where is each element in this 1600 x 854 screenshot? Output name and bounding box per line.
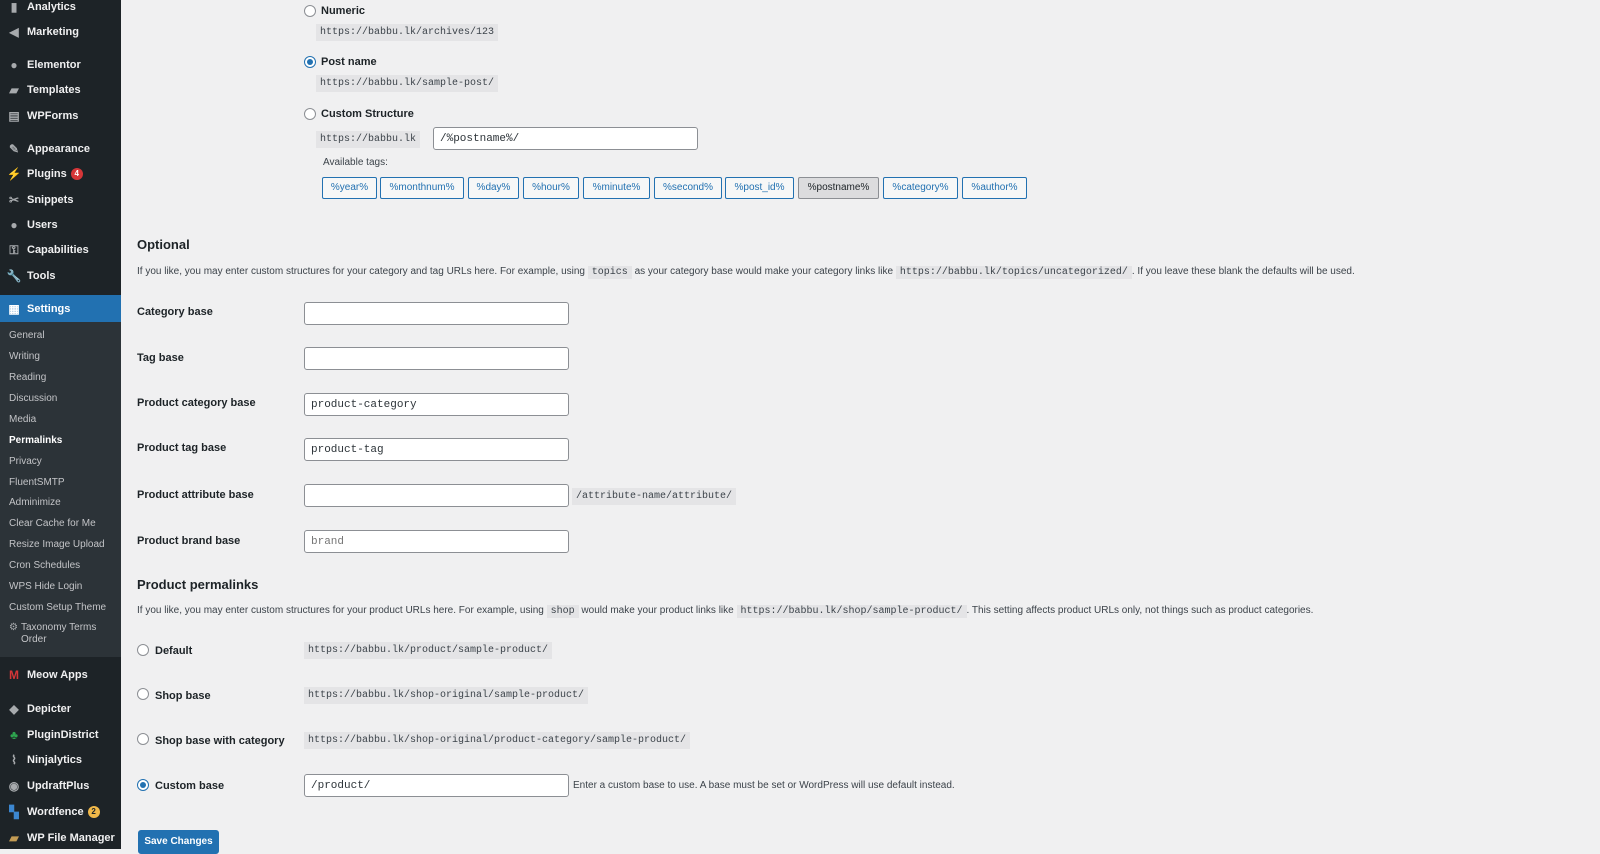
submenu-reading[interactable]: Reading: [9, 372, 47, 383]
product-category-base-label: Product category base: [137, 397, 256, 409]
menu-wpforms[interactable]: [0, 103, 121, 129]
product-attribute-base-label: Product attribute base: [137, 489, 254, 501]
shop-base-label: Shop base: [155, 690, 211, 702]
menu-analytics[interactable]: [0, 0, 121, 20]
default-example: https://babbu.lk/product/sample-product/: [304, 642, 552, 659]
custom-base-input[interactable]: [304, 774, 569, 797]
menu-label: UpdraftPlus: [27, 780, 90, 792]
shop-base-category-label: Shop base with category: [155, 735, 285, 747]
custom-structure-radio[interactable]: [304, 108, 316, 120]
submenu-general[interactable]: General: [9, 330, 45, 341]
submenu-cron-schedules[interactable]: Cron Schedules: [9, 560, 81, 571]
menu-wp-file-manager[interactable]: [0, 825, 121, 849]
submenu-media[interactable]: Media: [9, 414, 37, 425]
menu-label: Tools: [27, 270, 56, 282]
menu-elementor[interactable]: [0, 52, 121, 78]
scissors-icon: ✂: [8, 193, 20, 207]
shop-base-example: https://babbu.lk/shop-original/sample-product/: [304, 687, 588, 704]
gear-icon: ⚙: [9, 622, 18, 633]
default-radio[interactable]: [137, 644, 149, 656]
product-attribute-base-input[interactable]: [304, 484, 569, 507]
submenu-discussion[interactable]: Discussion: [9, 393, 58, 404]
menu-users[interactable]: [0, 212, 121, 238]
category-base-label: Category base: [137, 306, 213, 318]
user-icon: ●: [10, 218, 18, 232]
menu-label: WP File Manager: [27, 832, 115, 844]
custom-base-help: Enter a custom base to use. A base must be set or WordPress will use default instead.: [573, 780, 955, 791]
menu-meow-apps[interactable]: [0, 662, 121, 688]
tag-year-button[interactable]: %year%: [322, 177, 377, 199]
desc-text: . If you leave these blank the defaults will be used.: [1131, 266, 1355, 277]
tag-author-button[interactable]: %author%: [962, 177, 1027, 199]
menu-wordfence[interactable]: [0, 799, 121, 825]
desc-code: shop: [547, 605, 579, 618]
desc-text: as your category base would make your category links like: [634, 266, 894, 277]
menu-capabilities[interactable]: [0, 237, 121, 263]
tag-monthnum-button[interactable]: %monthnum%: [380, 177, 464, 199]
optional-heading: Optional: [137, 237, 190, 252]
menu-label: Depicter: [27, 703, 72, 715]
menu-plugins[interactable]: [0, 161, 121, 187]
menu-label: Users: [27, 219, 58, 231]
bar-chart-icon: ▮: [10, 0, 18, 14]
plug-icon: ⚡: [6, 167, 22, 181]
category-base-input[interactable]: [304, 302, 569, 325]
post-name-label: Post name: [321, 56, 377, 68]
desc-code: https://babbu.lk/topics/uncategorized/: [896, 266, 1132, 279]
menu-label: Marketing: [27, 26, 79, 38]
menu-label: Plugins: [27, 168, 67, 180]
custom-structure-prefix: https://babbu.lk: [316, 131, 420, 148]
menu-label: Snippets: [27, 194, 74, 206]
wrench-icon: 🔧: [6, 269, 22, 283]
submenu-adminimize[interactable]: Adminimize: [9, 497, 61, 508]
menu-label: PluginDistrict: [27, 729, 99, 741]
product-brand-base-input[interactable]: [304, 530, 569, 553]
tag-postname-button[interactable]: %postname%: [798, 177, 879, 199]
tree-icon: ♣: [10, 728, 18, 742]
tag-hour-button[interactable]: %hour%: [523, 177, 579, 199]
product-category-base-input[interactable]: [304, 393, 569, 416]
meow-icon: M: [9, 668, 19, 682]
menu-label: Analytics: [27, 1, 76, 13]
megaphone-icon: ◀: [9, 25, 19, 39]
settings-submenu: [0, 322, 121, 657]
menu-plugindistrict[interactable]: [0, 722, 121, 748]
numeric-label: Numeric: [321, 5, 366, 17]
product-brand-base-label: Product brand base: [137, 535, 241, 547]
submenu-writing[interactable]: Writing: [9, 351, 40, 362]
updraft-icon: ◉: [8, 779, 20, 793]
depicter-icon: ◆: [9, 702, 19, 716]
custom-base-label: Custom base: [155, 780, 225, 792]
submenu-custom-setup-theme[interactable]: Custom Setup Theme: [9, 602, 107, 613]
menu-label: Elementor: [27, 59, 81, 71]
numeric-example: https://babbu.lk/archives/123: [316, 24, 498, 41]
product-permalinks-description: [137, 603, 1313, 620]
custom-base-radio[interactable]: [137, 779, 149, 791]
save-changes-button[interactable]: Save Changes: [138, 830, 219, 854]
product-tag-base-label: Product tag base: [137, 442, 227, 454]
folder-icon: ▰: [9, 83, 19, 97]
desc-code: topics: [588, 266, 632, 279]
elementor-icon: ●: [10, 58, 18, 72]
submenu-fluentsmtp[interactable]: FluentSMTP: [9, 477, 65, 488]
submenu-permalinks[interactable]: Permalinks: [9, 435, 63, 446]
wordfence-icon: ▚: [9, 805, 19, 819]
admin-sidebar: [0, 0, 121, 849]
file-manager-icon: ▰: [9, 831, 19, 845]
graph-icon: ⌇: [11, 753, 17, 767]
desc-text: If you like, you may enter custom structures for your product URLs here. For example, using: [137, 605, 544, 616]
key-icon: ⚿: [9, 242, 19, 257]
tag-category-button[interactable]: %category%: [883, 177, 958, 199]
tag-day-button[interactable]: %day%: [468, 177, 519, 199]
attribute-base-suffix: /attribute-name/attribute/: [572, 488, 736, 505]
submenu-clear-cache[interactable]: Clear Cache for Me: [9, 518, 96, 529]
settings-icon: ▦: [8, 301, 20, 316]
forms-icon: ▤: [8, 109, 20, 123]
desc-text: If you like, you may enter custom structures for your category and tag URLs here. For example, using: [137, 266, 585, 277]
menu-label: Capabilities: [27, 244, 89, 256]
menu-label: Meow Apps: [27, 669, 88, 681]
plugins-update-badge: 4: [71, 168, 83, 180]
menu-templates[interactable]: [0, 77, 121, 103]
menu-label: WPForms: [27, 110, 79, 122]
menu-updraftplus[interactable]: [0, 773, 121, 799]
tag-second-button[interactable]: %second%: [654, 177, 722, 199]
permalink-settings-content: [121, 0, 1600, 849]
shop-base-category-radio[interactable]: [137, 733, 149, 745]
menu-settings[interactable]: [0, 295, 121, 322]
menu-label: Appearance: [27, 143, 90, 155]
desc-code: https://babbu.lk/shop/sample-product/: [737, 605, 967, 618]
menu-depicter[interactable]: [0, 696, 121, 722]
menu-appearance[interactable]: [0, 136, 121, 162]
menu-marketing[interactable]: [0, 19, 121, 45]
desc-text: . This setting affects product URLs only, not things such as product categories.: [966, 605, 1314, 616]
submenu-wps-hide-login[interactable]: WPS Hide Login: [9, 581, 83, 592]
menu-ninjalytics[interactable]: [0, 747, 121, 773]
available-tags-label: Available tags:: [323, 157, 388, 168]
tag-minute-button[interactable]: %minute%: [583, 177, 650, 199]
shop-base-category-example: https://babbu.lk/shop-original/product-category/sample-product/: [304, 732, 690, 749]
submenu-resize-image-upload[interactable]: Resize Image Upload: [9, 539, 105, 550]
post-name-radio[interactable]: [304, 56, 316, 68]
menu-label: Settings: [27, 302, 71, 315]
numeric-radio[interactable]: [304, 5, 316, 17]
menu-label: Wordfence: [27, 806, 84, 818]
menu-label: Ninjalytics: [27, 754, 83, 766]
submenu-privacy[interactable]: Privacy: [9, 456, 42, 467]
product-permalinks-heading: Product permalinks: [137, 577, 259, 592]
menu-label: Templates: [27, 84, 81, 96]
submenu-taxonomy-terms-order[interactable]: [9, 622, 117, 646]
tag-base-label: Tag base: [137, 352, 184, 364]
default-label: Default: [155, 645, 193, 657]
menu-snippets[interactable]: [0, 187, 121, 213]
product-tag-base-input[interactable]: [304, 438, 569, 461]
submenu-label: Taxonomy Terms Order: [20, 622, 97, 645]
optional-description: [137, 264, 1355, 281]
shop-base-radio[interactable]: [137, 688, 149, 700]
post-name-example: https://babbu.lk/sample-post/: [316, 75, 498, 92]
tag-base-input[interactable]: [304, 347, 569, 370]
menu-tools[interactable]: [0, 263, 121, 289]
wordfence-badge: 2: [88, 806, 100, 818]
custom-structure-label: Custom Structure: [321, 108, 414, 120]
brush-icon: ✎: [8, 142, 20, 156]
desc-text: would make your product links like: [581, 605, 734, 616]
custom-structure-input[interactable]: [433, 127, 698, 150]
tag-post-id-button[interactable]: %post_id%: [725, 177, 794, 199]
